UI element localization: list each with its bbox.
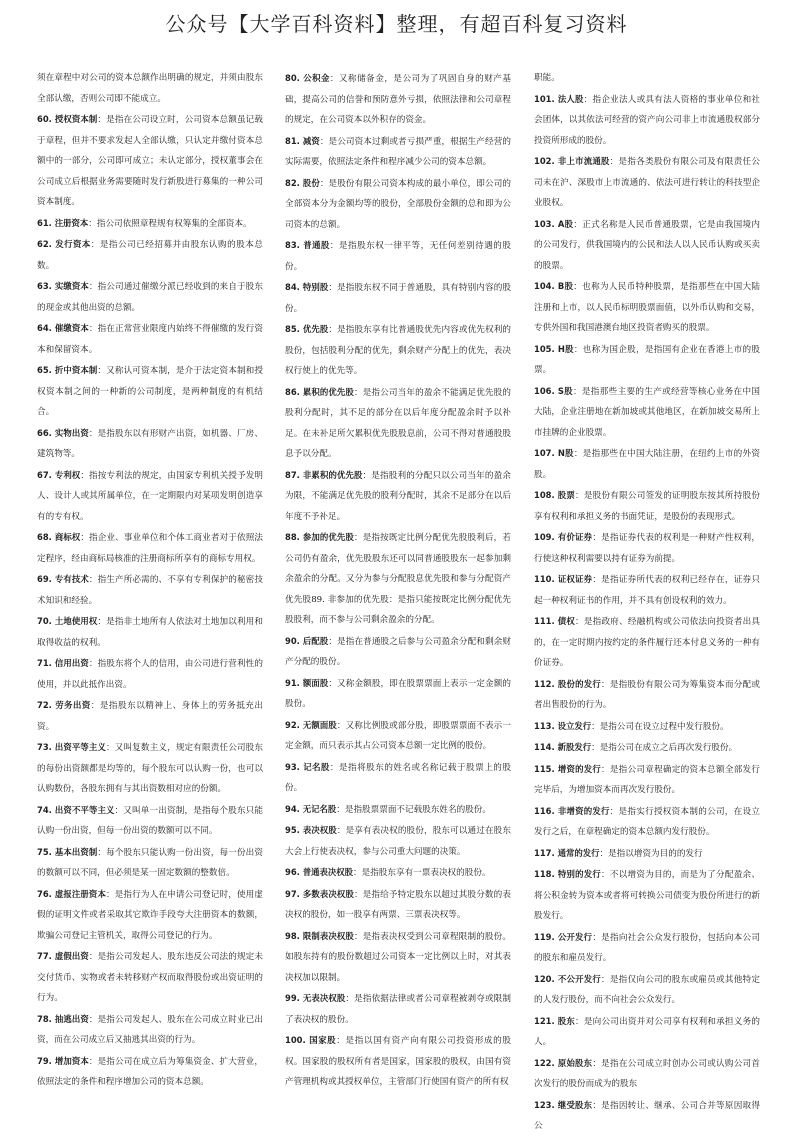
definition-entry — [285, 68, 511, 131]
term-label: 121. 股东 — [534, 1015, 576, 1026]
definition-entry — [534, 1053, 760, 1095]
term-label: 123. 继受股东 — [534, 1099, 593, 1110]
definition-entry — [37, 68, 263, 109]
definition-text: ：不以增资为目的，而是为了分配盈余、将公积金转为资本或者将可转换公司债变为股份所进行的新股发行。 — [534, 870, 760, 921]
definition-text: ：也称为人民币特种股票，是指那些在中国大陆注册和上市，以人民币标明股票面值，以外币认购和交易，专供外国和我国港澳台地区投资者购买的股票。 — [534, 282, 760, 333]
definition-text: ：是指那些主要的生产或经营等核心业务在中国大陆，企业注册地在新加坡或其他地区，在新加坡交易所上市挂牌的企业股票。 — [534, 386, 760, 438]
term-label: 99. 无表决权股 — [285, 993, 346, 1003]
definition-entry — [285, 862, 511, 884]
definition-text: ：是指给予特定股东以超过其股分数的表决权的股份，如一股享有两票、三票表决权等。 — [285, 889, 511, 920]
definition-entry — [285, 926, 511, 989]
definition-text: ：是股份有限公司签发的证明股东按其所持股份享有权利和承担义务的书面凭证，是股份的表现形式。 — [534, 491, 760, 522]
term-label: 76. 虚报注册资本 — [37, 888, 106, 899]
definition-entry — [534, 276, 760, 339]
term-label: 60. 授权资本制 — [37, 114, 98, 124]
definition-entry — [37, 109, 263, 213]
definition-entry — [285, 884, 511, 926]
definition-entry — [534, 339, 760, 381]
term-label: 104. B股 — [534, 281, 574, 291]
term-label: 113. 设立发行 — [534, 720, 592, 731]
term-label: 94. 无记名股 — [285, 803, 337, 814]
definition-entry — [285, 131, 511, 173]
term-label: 69. 专有技术 — [37, 574, 89, 584]
term-label: 95. 表决权股 — [285, 825, 337, 835]
term-label: 109. 有价证券 — [534, 532, 593, 542]
term-label: 81. 减资 — [285, 135, 320, 146]
definition-text: ：是指公司已经招募并由股东认购的股本总数。 — [37, 240, 263, 271]
definition-text: ：是指实行授权资本制的公司，在设立发行之后，在章程确定的资本总额内发行股份。 — [534, 806, 760, 837]
column-3 — [534, 68, 760, 1137]
definition-entry — [37, 1009, 263, 1051]
definition-text: ：是指股票票面不记载股东姓名的股份。 — [336, 804, 491, 815]
term-label: 107. N股 — [534, 448, 574, 458]
definition-entry — [534, 569, 760, 611]
definition-text: ：又称储备金，是公司为了巩固自身的财产基础，提高公司的信誉和预防意外亏损，依照法律和公司章程的规定，在公司资本以外积存的资金。 — [285, 74, 511, 125]
definition-entry — [37, 737, 263, 800]
definition-entry — [37, 695, 263, 737]
term-label: 91. 额面股 — [285, 677, 329, 688]
term-label: 67. 专利权 — [37, 469, 81, 480]
definition-text: ：指在正常营业限度内始终不得催缴的发行资本和保留资本。 — [37, 324, 263, 355]
term-label: 110. 证权证券 — [534, 574, 593, 584]
definition-text: ：是指依据法律或者公司章程被剥夺或限制了表决权的股份。 — [285, 994, 511, 1025]
definition-entry — [285, 1030, 511, 1093]
definition-text: 须在章程中对公司的资本总额作出明确的规定，并须由股东全部认缴，否则公司即不能成立。 — [37, 73, 263, 104]
definition-text: ：每个股东只能认购一份出资，每一份出资的数额可以不同，但必须是某一固定数额的整数倍。 — [37, 847, 263, 878]
term-label: 86. 累积的优先股 — [285, 386, 354, 397]
definition-entry — [285, 757, 511, 799]
term-label: 66. 实物出资 — [37, 427, 89, 438]
definition-text: ：指股东将个人的信用，由公司进行营利性的使用，并以此抵作出资。 — [37, 659, 263, 690]
definition-text: ：是指行为人在申请公司登记时，使用虚假的证明文件或者采取其它欺诈手段夸大注册资本的数额，欺骗公司登记主管机关，取得公司登记的行为。 — [37, 889, 263, 941]
column-1 — [37, 68, 263, 1093]
term-label: 61. 注册资本 — [37, 217, 89, 228]
column-2 — [285, 68, 511, 1093]
term-label: 105. H股 — [534, 343, 574, 354]
definition-text: ：是指因转让、继承、公司合并等原因取得公 — [534, 1100, 760, 1131]
definition-text: ：是指公司发起人、股东在公司成立时业已出资，而在公司成立后又抽逃其出资的行为。 — [37, 1014, 263, 1045]
term-label: 101. 法人股 — [534, 93, 584, 104]
term-label: 119. 公开发行 — [534, 931, 593, 942]
page-header: 公众号【大学百科资料】整理，有超百科复习资料 — [165, 12, 628, 36]
term-label: 122. 原始股东 — [534, 1057, 593, 1068]
term-label: 103. A股 — [534, 218, 574, 229]
definition-entry — [534, 611, 760, 674]
definition-entry — [285, 235, 511, 277]
definition-entry — [37, 884, 263, 947]
definition-entry — [37, 1051, 263, 1093]
definition-entry — [534, 443, 760, 485]
definition-entry — [37, 465, 263, 528]
definition-entry — [534, 151, 760, 214]
definition-entry — [285, 382, 511, 465]
definition-text: ：是享有表决权的股份，股东可以通过在股东大会上行使表决权，参与公司重大问题的决策。 — [285, 826, 511, 857]
definition-entry — [37, 653, 263, 695]
definition-entry — [285, 715, 511, 757]
term-label: 79. 增加资本 — [37, 1055, 89, 1066]
definition-entry — [285, 988, 511, 1030]
definition-text: ：是指将股东的姓名或名称记载于股票上的股份。 — [285, 762, 511, 793]
term-label: 112. 股份的发行 — [534, 678, 601, 689]
definition-entry — [534, 864, 760, 927]
definition-text: ：是指政府、经融机构或公司依法向投资者出具的，在一定时期内按约定的条件履行还本付息义务的一种有价证券。 — [534, 617, 760, 668]
definition-text: ：是指以国有资产向有限公司投资形成的股权。国家股的股权所有者是国家，国家股的股权，由国有资产管理机构或其授权单位，主管部门行使国有资产的所有权 — [285, 1036, 511, 1087]
term-label: 114. 新股发行 — [534, 742, 592, 752]
definition-text: ：是指公司当年的盈余不能满足优先股的股利分配时，其不足的部分在以后年度分配盈余时予以补足。在未补足所欠累积优先股股息前，公司不得对普通股股息予以分配。 — [285, 387, 511, 459]
definition-text: ：是指在公司成立时创办公司或认购公司首次发行的股份而成为的股东 — [534, 1058, 760, 1089]
definition-entry — [37, 611, 263, 653]
term-label: 115. 增资的发行 — [534, 763, 601, 774]
definition-text: ：指企业法人或具有法人资格的事业单位和社会团体，以其依法可经营的资产向公司非上市流通股权部分投资所形成的股份。 — [534, 94, 760, 146]
definition-text: ：又叫复数主义，规定有限责任公司股东的每份出资额都是均等的，每个股东可以认购一份，也可以认购数份，各股东拥有与其出资数相对应的份额。 — [37, 743, 263, 794]
definition-entry — [37, 360, 263, 423]
term-label: 117. 通常的发行 — [534, 847, 600, 858]
term-label: 75. 基本出资制 — [37, 846, 98, 857]
term-label: 72. 劳务出资 — [37, 700, 91, 710]
term-label: 108. 股票 — [534, 490, 576, 500]
definition-entry — [534, 68, 760, 89]
definition-text: ：是指表决权受到公司章程限制的股份。如股东持有的股份数超过公司资本一定比例以上时，对其表决权加以限制。 — [285, 931, 511, 983]
term-label: 77. 虚假出资 — [37, 951, 89, 961]
definition-entry — [534, 927, 760, 969]
definition-entry — [37, 946, 263, 1009]
definition-entry — [534, 759, 760, 801]
term-label: 84. 特别股 — [285, 282, 329, 292]
definition-text: ：正式名称是人民币普通股票，它是由我国境内的公司发行，供我国境内的公民和法人以人民币认购或买卖的股票。 — [534, 219, 760, 271]
term-label: 82. 股份 — [285, 177, 320, 188]
term-label: 92. 无额面股 — [285, 719, 337, 730]
term-label: 78. 抽逃出资 — [37, 1013, 89, 1024]
definition-entry — [285, 820, 511, 862]
definition-text: ：是指公司发起人、股东违反公司法的规定未交付货币、实物或者未转移财产权而取得股份或出资证明的行为。 — [37, 952, 263, 1003]
term-label: 68. 商标权 — [37, 532, 81, 542]
definition-text: ：是指向社会公众发行股份，包括向本公司的股东和雇员发行。 — [534, 932, 760, 963]
definition-entry — [534, 969, 760, 1011]
definition-text: ：指公司通过催缴分派已经收到的来自于股东的现金或其他出资的总额。 — [37, 282, 263, 313]
definition-entry — [285, 673, 511, 715]
definition-text: ：是指按既定比例分配优先股股利后，若公司仍有盈余，优先股股东还可以同普通股股东一起参加剩余盈余的分配。又分为参与分配股息优先股和参与分配资产优先股89. 非参加的优先股：是指只能按既定比例分配优先股股利，而不参与公司剩余盈余的分配。 — [285, 533, 511, 625]
definition-entry — [285, 277, 511, 319]
term-label: 62. 发行资本 — [37, 239, 91, 249]
definition-text: 职能。 — [534, 73, 560, 83]
definition-text: ：是指股东权一律平等，无任何差别待遇的股份。 — [285, 241, 511, 272]
definition-text: ：又称金额股，即在股票票面上表示一定金额的股份。 — [285, 678, 511, 709]
definition-text: ：是公司资本过剩或者亏损严重，根据生产经营的实际需要，依照法定条件和程序减少公司的资本总额。 — [285, 136, 511, 167]
definition-entry — [534, 674, 760, 716]
term-label: 88. 参加的优先股 — [285, 532, 354, 542]
definition-text: ：是指非土地所有人依法对土地加以利用和取得收益的权利。 — [37, 617, 263, 648]
definition-text: ：是指证券代表的权利是一种财产性权利，行使这种权利需要以持有证券为前提。 — [534, 533, 760, 564]
definition-entry — [37, 842, 263, 884]
term-label: 74. 出资不平等主义 — [37, 804, 115, 815]
term-label: 100. 国家股 — [285, 1035, 337, 1045]
definition-text: ：是指股东以有形财产出资，如机器、厂房、建筑物等。 — [37, 428, 263, 459]
definition-entry — [37, 234, 263, 276]
definition-text: ：是指股东以精神上、身体上的劳务抵充出资。 — [37, 701, 263, 732]
definition-entry — [534, 801, 760, 843]
definition-entry — [37, 213, 263, 235]
definition-text: ：是向公司出资并对公司享有权利和承担义务的人。 — [534, 1016, 760, 1047]
term-label: 65. 折中资本制 — [37, 365, 98, 375]
definition-text: ：是指各类股份有限公司及有限责任公司未在沪、深股市上市流通的、依法可进行转让的科技型企业股权。 — [534, 157, 760, 208]
definition-text: ：是指以增资为目的的发行 — [599, 848, 703, 859]
definition-text: ：是指公司在成立之后再次发行股份。 — [591, 743, 738, 753]
definition-text: ：是指公司在设立过程中发行股份。 — [591, 721, 729, 732]
definition-text: ：又叫单一出资制，是指每个股东只能认购一份出资，但每一份出资的数额可以不同。 — [37, 805, 263, 836]
term-label: 71. 信用出资 — [37, 658, 89, 668]
definition-entry — [285, 799, 511, 821]
term-label: 80. 公积金 — [285, 73, 330, 83]
term-label: 96. 普通表决权股 — [285, 867, 354, 877]
definition-text: ：是指那些在中国大陆注册，在纽约上市的外资股。 — [534, 449, 760, 480]
definition-text: ：指按专利法的规定，由国家专利机关授予发明人、设计人或其所属单位，在一定期限内对某项发明创造享有的专有权。 — [37, 470, 263, 522]
term-label: 118. 特别的发行 — [534, 869, 601, 879]
definition-text: ：指公司依照章程规有权筹集的全部资本。 — [88, 218, 252, 229]
definition-entry — [285, 631, 511, 673]
definition-entry — [285, 527, 511, 631]
term-label: 93. 记名股 — [285, 761, 330, 772]
term-label: 106. S股 — [534, 385, 573, 396]
definition-text: ：是指公司在成立后为筹集资金、扩大营业，依照法定的条件和程序增加公司的资本总额。 — [37, 1056, 263, 1087]
definition-text: ：指生产所必需的、不享有专利保护的秘密技术知识和经验。 — [37, 575, 263, 606]
definition-entry — [37, 569, 263, 611]
definition-text: ：是指证券所代表的权利已经存在，证券只起一种权利证书的作用，并不具有创设权利的效力。 — [534, 575, 760, 606]
term-label: 83. 普通股 — [285, 240, 330, 250]
definition-entry — [285, 319, 511, 382]
term-label: 90. 后配股 — [285, 635, 329, 646]
definition-entry — [534, 527, 760, 569]
definition-text: ：也称为国企股，是指国有企业在香港上市的股票。 — [534, 344, 760, 375]
definition-entry — [37, 276, 263, 318]
term-label: 85. 优先股 — [285, 324, 329, 334]
term-label: 116. 非增资的发行 — [534, 805, 610, 816]
term-label: 97. 多数表决权股 — [285, 888, 354, 899]
definition-entry — [534, 843, 760, 865]
term-label: 63. 实缴资本 — [37, 281, 89, 291]
definition-entry — [285, 465, 511, 528]
definition-text: ：是指股利的分配只以公司当年的盈余为限，不能满足优先股的股利分配时，其余不足部分在以后年度不予补足。 — [285, 470, 511, 522]
definition-entry — [37, 527, 263, 569]
definition-text: ：是指在公司设立时，公司资本总额虽记载于章程，但并不要求发起人全部认缴，只认定并缴付资本总额中的一部分，公司即可成立；未认定部分，授权董事会在公司成立后根据业务需要随时发行新股进行募集的一种公司资本制度。 — [37, 115, 263, 207]
definition-entry — [534, 716, 760, 738]
definition-entry — [534, 737, 760, 759]
definition-entry — [534, 214, 760, 277]
term-label: 111. 债权 — [534, 616, 576, 626]
definition-entry — [534, 1011, 760, 1053]
definition-text: ：是指股东权不同于普通股，具有特别内容的股份。 — [285, 283, 511, 314]
definition-text: ：是指仅向公司的股东或雇员或其他特定的人发行股份，而不向社会公众发行。 — [534, 974, 760, 1005]
definition-entry — [37, 423, 263, 465]
definition-text: ：是指在普通股之后参与公司盈余分配和剩余财产分配的股份。 — [285, 636, 511, 667]
term-label: 98. 限制表决权股 — [285, 930, 354, 941]
definition-text: ：又称比例股或部分股，即股票票面不表示一定金额，而只表示其占公司资本总额一定比例的股份。 — [285, 720, 511, 751]
definition-text: ：是指股东享有比普通股优先内容或优先权利的股份，包括股利分配的优先，剩余财产分配上的优先，表决权行使上的优先等。 — [285, 325, 511, 376]
term-label: 87. 非累积的优先股 — [285, 469, 363, 480]
term-label: 64. 催缴资本 — [37, 323, 89, 333]
term-label: 73. 出资平等主义 — [37, 742, 106, 752]
definition-entry — [534, 381, 760, 444]
term-label: 120. 不公开发行 — [534, 973, 601, 984]
definition-entry — [534, 89, 760, 152]
definition-text: ：是股份有限公司资本构成的最小单位，即公司的全部资本分为金额均等的股份，全部股份金额的总和即为公司资本的总额。 — [285, 178, 511, 230]
definition-text: ：又称认可资本制，是介于法定资本制和授权资本制之间的一种新的公司制度，是两种制度的有机结合。 — [37, 366, 263, 417]
term-label: 102. 非上市流通股 — [534, 156, 610, 166]
definition-text: ：是指公司章程确定的资本总额全部发行完毕后，为增加资本而再次发行股份。 — [534, 764, 760, 795]
definition-entry — [37, 318, 263, 360]
definition-text: ：是指股份有限公司为筹集资本而分配或者出售股份的行为。 — [534, 679, 760, 710]
definition-text: ：是指股东享有一票表决权的股份。 — [353, 868, 491, 878]
definition-entry — [37, 800, 263, 842]
definition-entry — [534, 485, 760, 527]
definition-entry — [534, 1095, 760, 1137]
definition-text: ：指企业、事业单位和个体工商业者对于依照法定程序，经由商标局核准的注册商标所享有的商标专用权。 — [37, 533, 263, 564]
term-label: 70. 土地使用权 — [37, 616, 98, 626]
definition-entry — [285, 173, 511, 236]
